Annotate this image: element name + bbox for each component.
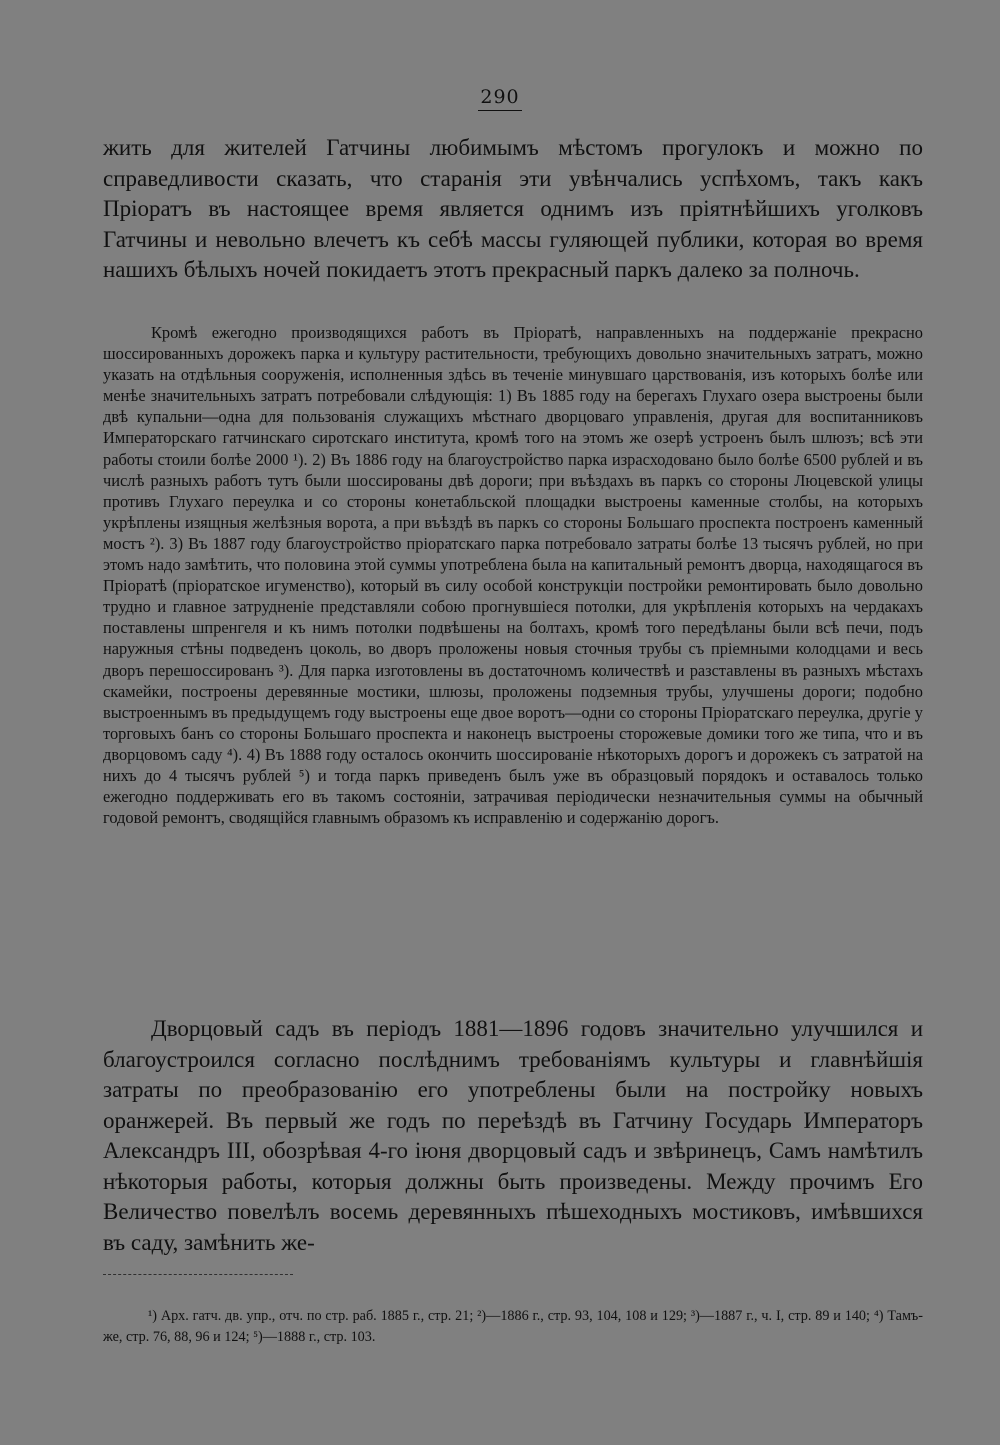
- footnotes-text: ¹) Арх. гатч. дв. упр., отч. по стр. раб. 1885 г., стр. 21; ²)—1886 г., стр. 93, 104, 108 и 129; ³)—1887 г., ч. I, стр. 89 и 140; ⁴) Тамъ-же, стр. 76, 88, 96 и 124; ⁵)—1888 г., стр. 103.: [103, 1308, 923, 1345]
- page-number-text: 290: [478, 86, 521, 111]
- body-paragraph-1: жить для жителей Гатчины любимымъ мѣстомъ прогулокъ и можно по справедливости сказать, что старанія эти увѣнчались успѣхомъ, такъ какъ Пріоратъ въ настоящее время является однимъ изъ пріятнѣйшихъ уголковъ Гатчины и невольно влечетъ къ себѣ массы гуляющей публики, которая во время нашихъ бѣлыхъ ночей покидаетъ этотъ прекрасный паркъ далеко за полночь.: [103, 135, 923, 282]
- page-number: [0, 86, 1000, 108]
- body-paragraph-2: Дворцовый садъ въ періодъ 1881—1896 годовъ значительно улучшился и благоустроился согласно послѣднимъ требованіямъ культуры и главнѣйшія затраты по преобразованію его употреблены были на постройку новыхъ оранжерей. Въ первый же годъ по переѣздѣ въ Гатчину Государь Императоръ Александръ III, обозрѣвая 4-го іюня дворцовый садъ и звѣринецъ, Самъ намѣтилъ нѣкоторыя работы, которыя должны быть произведены. Между прочимъ Его Величество повелѣлъ восемь деревянныхъ пѣшеходныхъ мостиковъ, имѣвшихся въ саду, замѣнить же-: [103, 1016, 923, 1255]
- footnotes: [103, 1306, 923, 1348]
- small-print-note: Кромѣ ежегодно производящихся работъ въ Пріоратѣ, направленныхъ на поддержаніе прекрасно шоссированныхъ дорожекъ парка и культуру растительности, требующихъ довольно значительныхъ затратъ, можно указать на отдѣльныя сооруженія, исполненныя здѣсь въ теченіе минувшаго царствованія, изъ которыхъ болѣе или менѣе значительныхъ затратъ потребовали слѣдующія: 1) Въ 1885 году на берегахъ Глухаго озера выстроены были двѣ купальни—одна для пользованія служащихъ мѣстнаго дворцоваго управленія, другая для воспитанниковъ Императорскаго гатчинскаго сиротскаго института, кромѣ того на этомъ же озерѣ устроенъ былъ шлюзъ; всѣ эти работы стоили болѣе 2000 ¹). 2) Въ 1886 году на благоустройство парка израсходовано было болѣе 6500 рублей и въ числѣ разныхъ работъ тутъ были шоссированы двѣ дороги; при въѣздахъ въ паркъ со стороны Люцевской улицы противъ Глухаго переулка и со стороны конетабльской площадки выстроены каменные столбы, на которыхъ укрѣплены изящныя желѣзныя ворота, а при въѣздѣ въ паркъ со стороны Большаго проспекта построенъ каменный мостъ ²). 3) Въ 1887 году благоустройство пріоратскаго парка потребовало затраты болѣе 13 тысячъ рублей, но при этомъ надо замѣтить, что половина этой суммы употреблена была на капитальный ремонтъ дворца, находящагося въ Пріоратѣ (пріоратское игуменство), который въ силу особой конструкціи постройки ремонтировать было довольно трудно и главное затрудненіе представляли собою прогнувшіеся потолки, для укрѣпленія которыхъ на чердакахъ поставлены шпренгеля и къ нимъ потолки подвѣшены на болтахъ, кромѣ того передѣланы были всѣ печи, подъ наружныя стѣны подведенъ цоколь, во дворъ проложены новыя сточныя трубы съ пріемными колодцами и весь дворъ перешоссированъ ³). Для парка изготовлены въ достаточномъ количествѣ и разставлены въ разныхъ мѣстахъ скамейки, построены деревянные мостики, шлюзы, проложены подземныя трубы, улучшены дороги; подобно выстроеннымъ въ предыдущемъ году выстроены еще двое воротъ—одни со стороны Пріоратскаго переулка, другіе у торговыхъ банъ со стороны Большаго проспекта и наконецъ выстроены сторожевые домики того же типа, что и въ дворцовомъ саду ⁴). 4) Въ 1888 году осталось окончить шоссированіе нѣкоторыхъ дорогъ и дорожекъ съ затратой на нихъ до 4 тысячъ рублей ⁵) и тогда паркъ приведенъ былъ уже въ образцовый порядокъ и оставалось только ежегодно поддерживать его въ такомъ состояніи, затрачивая періодически незначительныя суммы на обычный годовой ремонтъ, сводящійся главнымъ образомъ къ исправленію и содержанію дорогъ.: [103, 323, 923, 828]
- footnote-separator: [103, 1274, 293, 1275]
